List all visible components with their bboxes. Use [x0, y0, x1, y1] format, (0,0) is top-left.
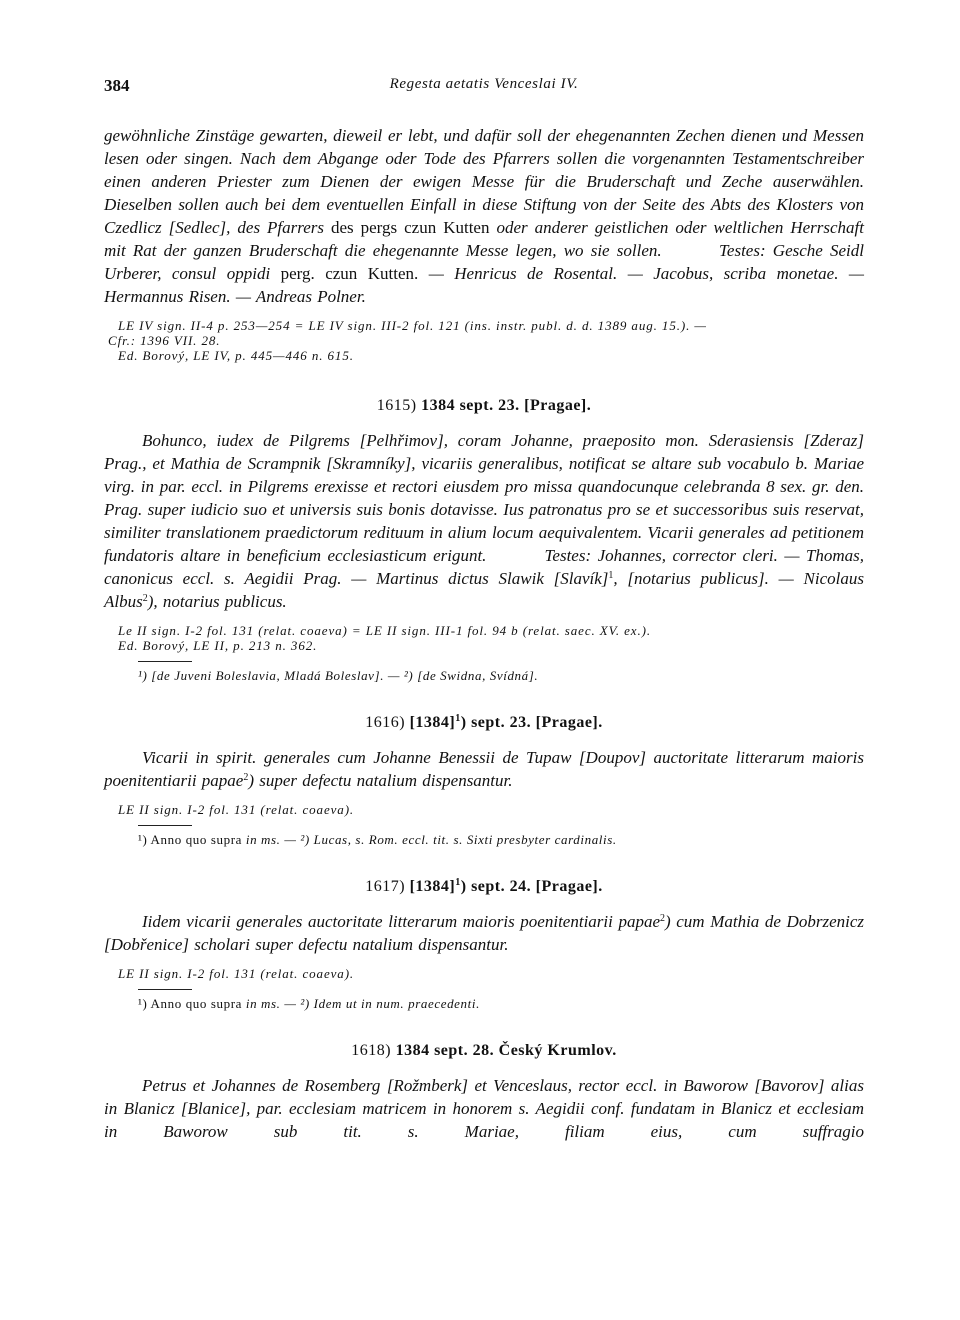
upright-segment: des pergs czun Kutten	[331, 218, 490, 237]
footnote-rule	[138, 825, 192, 826]
footnotes	[104, 996, 864, 1012]
entry-number: 1615)	[376, 397, 417, 414]
entry-heading	[104, 714, 864, 732]
entry-number: 1616)	[365, 714, 406, 731]
page-body	[104, 124, 864, 1143]
footnote-mark: 2	[243, 772, 249, 783]
source-note: Ed. Borový, LE II, p. 213 n. 362.	[118, 638, 318, 653]
footnote-mark: 2	[660, 913, 665, 924]
entry-heading	[104, 878, 864, 896]
footnotes: ¹) [de Juveni Boleslavia, Mladá Boleslav]. — ²) [de Swidna, Svídná].	[138, 668, 539, 683]
footnotes	[104, 832, 864, 848]
entry-number: 1618)	[351, 1042, 392, 1059]
entry-date-prefix: [1384]	[409, 878, 456, 895]
source-note: Ed. Borový, LE IV, p. 445—446 n. 615.	[118, 348, 354, 363]
entry-text	[104, 429, 864, 613]
footnote-text: in ms. — ²) Idem ut in num. praecedenti.	[242, 996, 480, 1011]
source-note: Le II sign. I-2 fol. 131 (relat. coaeva) = LE II sign. III-1 fol. 94 b (relat. saec. XV. ex.).	[118, 623, 651, 638]
text-segment: Bohunco, iudex de Pilgrems [Pelhřimov], coram Johanne, praeposito mon. Sderasiensis [Zderaz] Prag., et Mathia de Scrampnik [Skramníky], vicariis generalibus, notificat se altare sub vocabulo b. Mariae virg. in par. eccl. in Pilgrems erexisse et rectori eiusdem pro missa quandocunque celebranda 8 sex. gr. den. Prag. super iudicio suo et universis suis bonis dotavisse. Ius patronatus pro se et successoribus suis reservat, similiter translationem praedictorum redituum in alium locum aequivalentem. Vicarii generales ad petitionem fundatoris altare in beneficium ecclesiasticum erigunt.	[104, 431, 864, 565]
footnote-mark: 2	[142, 593, 148, 604]
entry-heading	[104, 397, 864, 415]
footnote-mark: 1	[608, 570, 614, 581]
entry-date: 1384 sept. 28. Český Krumlov.	[395, 1042, 617, 1059]
footnote-rule	[138, 989, 192, 990]
text-segment: ) super defectu natalium dispensantur.	[248, 771, 513, 790]
page-header	[104, 76, 864, 100]
source-note: LE II sign. I-2 fol. 131 (relat. coaeva).	[118, 802, 355, 817]
footnote-text: in ms. — ²) Lucas, s. Rom. eccl. tit. s. Sixti presbyter cardinalis.	[242, 832, 617, 847]
entry-number: 1617)	[365, 878, 406, 895]
source-note: Cfr.: 1396 VII. 28.	[108, 333, 221, 348]
text-segment: ), notarius publicus.	[147, 592, 287, 611]
entry-date-prefix: [1384]	[409, 714, 456, 731]
text-segment: gewöhnliche Zinstäge gewarten, dieweil er lebt, und dafür soll der ehegenannten Zechen dienen und Messen lesen oder singen. Nach dem Abgange oder Tode des Pfarrers sollen die vorgenannten Testamentschreiber einen anderen Priester zum Dienen der ewigen Messe für die Bruderschaft und Zeche auserwählen. Dieselben sollen auch bei dem eventuellen Einfall in diese Stiftung von der Seite des Abts des Klosters von Czedlicz [Sedlec], des Pfarrers	[104, 126, 864, 237]
entry-date: ) sept. 23. [Pragae].	[460, 714, 603, 731]
continued-regest-text	[104, 124, 864, 308]
footnote-mark: 1	[455, 713, 461, 724]
testes-label: Testes:	[719, 241, 766, 260]
text-segment: Vicarii in spirit. generales cum Johanne Benessii de Tupaw [Doupov] auctoritate litterarum maioris poenitentiarii papae	[104, 748, 864, 790]
footnote-text: ¹) Anno quo supra	[138, 832, 243, 847]
entry-date: 1384 sept. 23. [Pragae].	[421, 397, 592, 414]
text-segment: Iidem vicarii generales auctoritate litterarum maioris poenitentiarii papae	[142, 912, 660, 931]
running-title: Regesta aetatis Venceslai IV.	[389, 76, 579, 92]
text-segment: , [notarius publicus]. — Nicolaus Albus	[104, 569, 864, 611]
source-note: LE IV sign. II-4 p. 253—254 = LE IV sign. III-2 fol. 121 (ins. instr. publ. d. d. 1389 aug. 15.). —	[118, 318, 707, 333]
entry-date: ) sept. 24. [Pragae].	[460, 878, 603, 895]
text-segment: — Henricus de Rosental. — Jacobus, scriba monetae. — Hermannus Risen. — Andreas Polner.	[104, 264, 864, 306]
entry-heading	[104, 1042, 864, 1060]
entry-text	[104, 910, 864, 956]
footnote-mark: 1	[455, 877, 461, 888]
footnote-text: ¹) Anno quo supra	[138, 996, 243, 1011]
footnote-rule	[138, 661, 192, 662]
upright-segment: perg. czun Kutten.	[280, 264, 419, 283]
text-segment: Petrus et Johannes de Rosemberg [Rožmberk] et Venceslaus, rector eccl. in Baworow [Bavorov] alias in Blanicz [Blanice], par. ecclesiam matricem in honorem s. Aegidii conf. fundatam in Blanicz et ecclesiam in Baworow sub tit. s. Mariae, filiam eius, cum suffragio	[104, 1076, 864, 1141]
text-segment: oder anderer geistlichen oder weltlichen Herrschaft mit Rat der ganzen Bruderschaft die ehegenannte Messe legen, wo sie sollen.	[104, 218, 864, 260]
text-segment: Gesche Seidl Urberer, consul oppidi	[104, 241, 864, 283]
page-number: 384	[104, 76, 130, 95]
text-segment: Testes: Johannes, corrector cleri. — Thomas, canonicus eccl. s. Aegidii Prag. — Martinus dictus Slawik [Slavík]	[104, 546, 865, 588]
entry-text	[104, 746, 864, 792]
text-segment: ) cum Mathia de Dobrzenicz [Dobřenice] scholari super defectu natalium dispensantur.	[104, 912, 864, 954]
source-note: LE II sign. I-2 fol. 131 (relat. coaeva).	[118, 966, 355, 981]
entry-text	[104, 1074, 864, 1143]
